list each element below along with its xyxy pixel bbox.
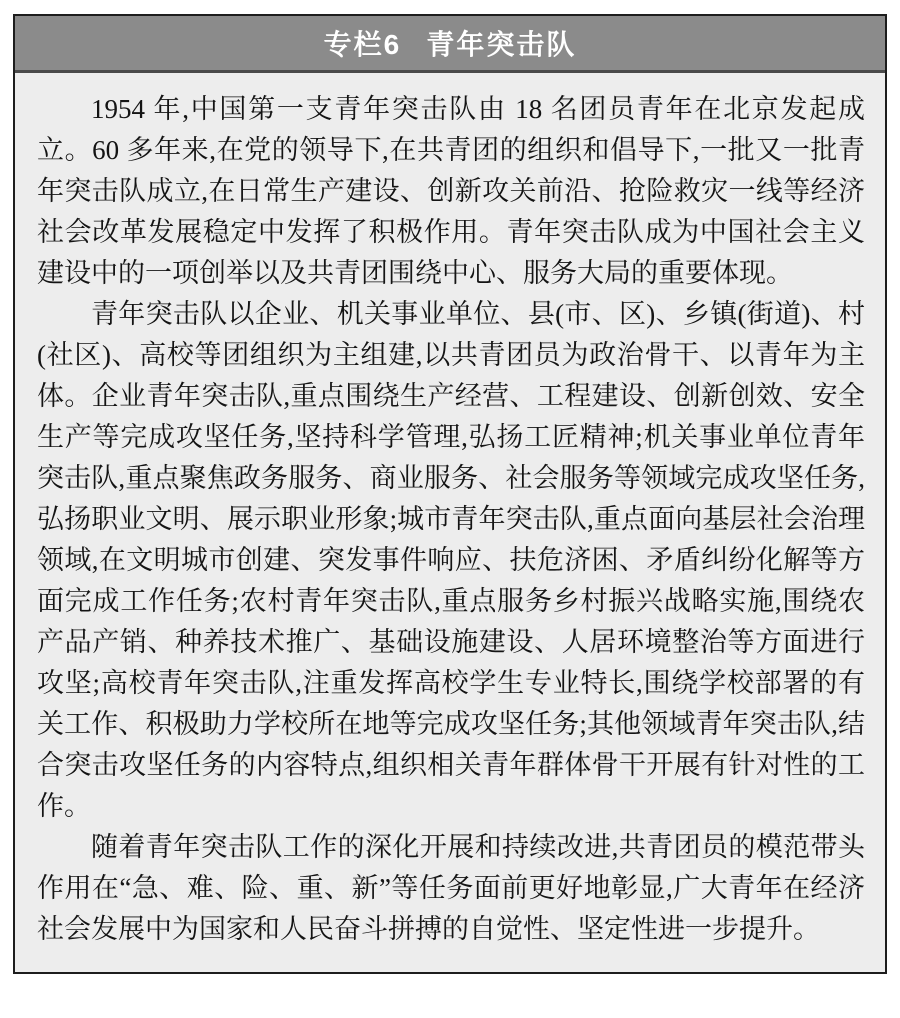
panel-header	[15, 16, 885, 73]
panel-box	[13, 14, 887, 974]
page	[0, 14, 900, 974]
paragraph-organization: 青年突击队以企业、机关事业单位、县(市、区)、乡镇(街道)、村(社区)、高校等团组织为主组建,以共青团员为政治骨干、以青年为主体。企业青年突击队,重点围绕生产经营、工程建设、创新创效、安全生产等完成攻坚任务,坚持科学管理,弘扬工匠精神;机关事业单位青年突击队,重点聚焦政务服务、商业服务、社会服务等领域完成攻坚任务,弘扬职业文明、展示职业形象;城市青年突击队,重点面向基层社会治理领域,在文明城市创建、突发事件响应、扶危济困、矛盾纠纷化解等方面完成工作任务;农村青年突击队,重点服务乡村振兴战略实施,围绕农产品产销、种养技术推广、基础设施建设、人居环境整治等方面进行攻坚;高校青年突击队,注重发挥高校学生专业特长,围绕学校部署的有关工作、积极助力学校所在地等完成攻坚任务;其他领域青年突击队,结合突击攻坚任务的内容特点,组织相关青年群体骨干开展有针对性的工作。	[37, 299, 865, 821]
panel-label: 专栏6	[323, 29, 402, 60]
panel-title: 青年突击队	[426, 29, 577, 60]
panel-body	[15, 73, 885, 972]
paragraph-impact: 随着青年突击队工作的深化开展和持续改进,共青团员的模范带头作用在“急、难、险、重、新”等任务面前更好地彰显,广大青年在经济社会发展中为国家和人民奋斗拼搏的自觉性、坚定性进一步提升。	[37, 832, 865, 944]
paragraph-history: 1954 年,中国第一支青年突击队由 18 名团员青年在北京发起成立。60 多年来,在党的领导下,在共青团的组织和倡导下,一批又一批青年突击队成立,在日常生产建设、创新攻关前沿、抢险救灾一线等经济社会改革发展稳定中发挥了积极作用。青年突击队成为中国社会主义建设中的一项创举以及共青团围绕中心、服务大局的重要体现。	[37, 94, 865, 288]
